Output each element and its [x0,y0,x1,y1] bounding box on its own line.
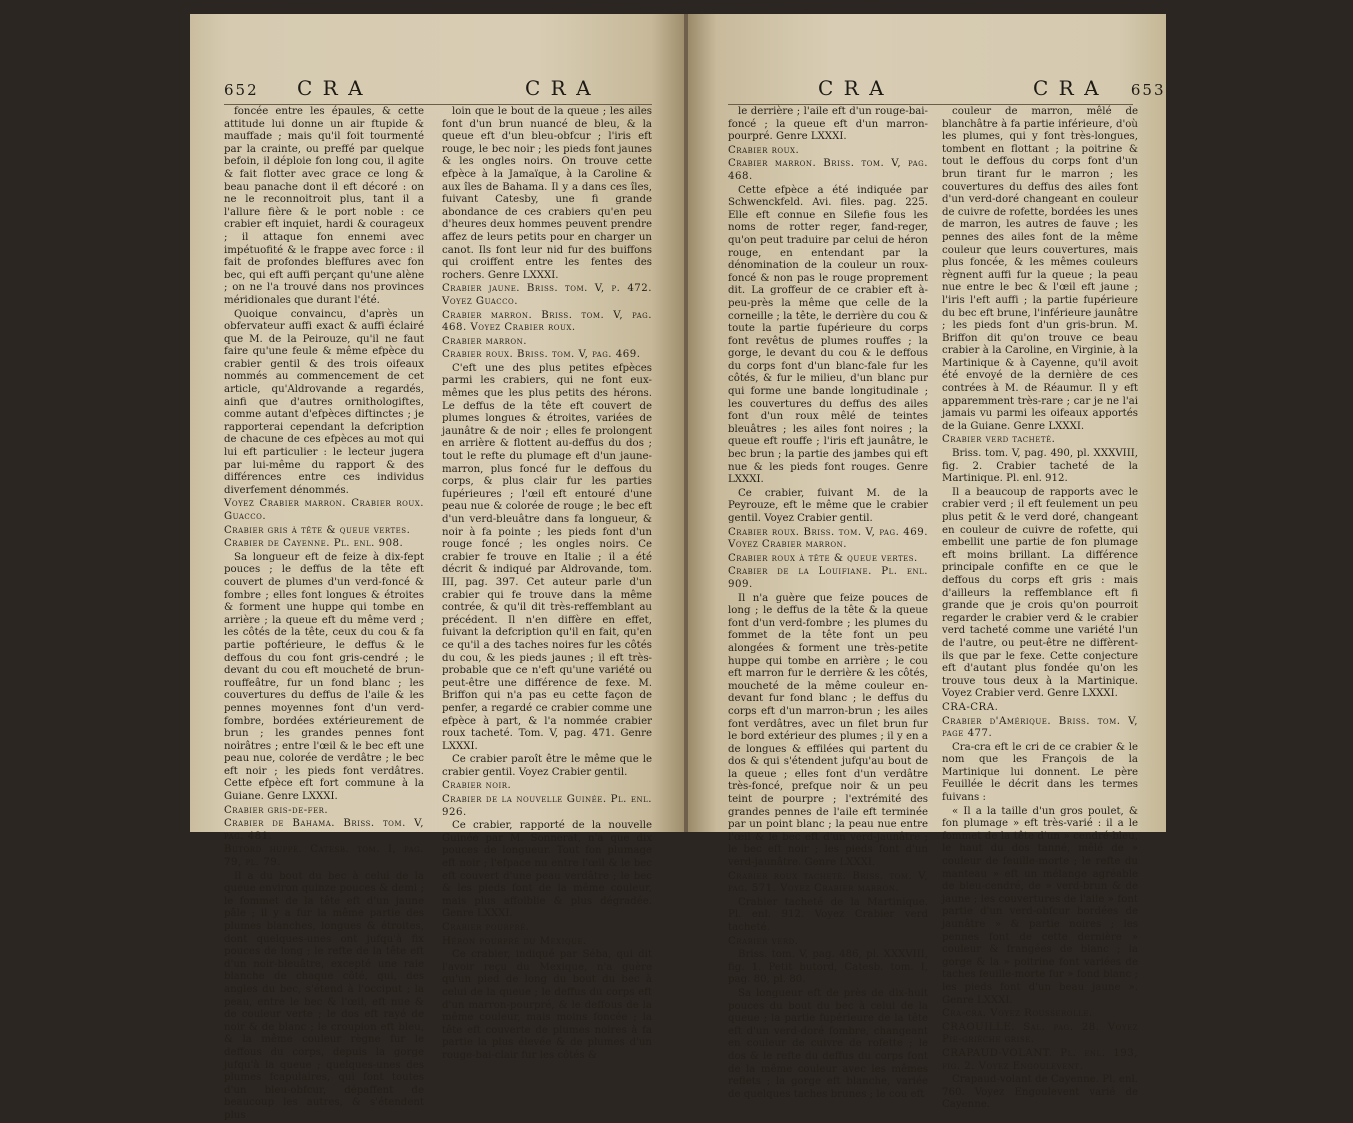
page-number: 652 [224,81,259,99]
paragraph: Sa longueur eft de près de dix-huit pouces du bout du bec à celui de la queue ; la partie fupérieure de la tête eft d'un verd-doré fombre, changeant en couleur de cuivre de rofette ; le dos & le refte du deffus du corps font de la même couleur avec les mêmes reflets ; la gorge eft blanche, variée de quelques taches brunes ; le cou eft [728,987,928,1100]
paragraph: Briss. tom. V, pag. 490, pl. XXXVIII, fig. 2. Crabier tacheté de la Martinique. Pl. enl. 912. [942,448,1138,485]
paragraph: Cra-cra eft le cri de ce crabier & le nom que les François de la Martinique lui donnent. Le père Feuillée le décrit dans les termes fuivans : [942,741,1138,804]
paragraph: le derrière ; l'aile eft d'un rouge-bai-foncé ; la queue eft d'un marron-pourpré. Genre LXXXI. [728,106,928,143]
paragraph: Crabier pourpré. [442,922,530,933]
paragraph: Crabier verd tacheté. [942,434,1056,446]
paragraph: Crabier de la Louifiane. Pl. enl. 909. [728,566,928,590]
paragraph: Crabier gris-de-fer. [224,804,329,816]
paragraph: Crabier de Bahama. Briss. tom. V, pag. 481. [224,818,424,842]
paragraph: Crabier marron. [442,335,528,347]
paragraph: Crabier roux. Briss. tom. V, pag. 469. [442,349,641,361]
paragraph: Briss. tom. V, pag. 486, pl. XXXVIII, fig. 1. Petit butord, Catesb. tom. I, pag. 80, pl. 80. [728,949,928,986]
paragraph: Crapaud-volant de Cayenne. Pl. enl. 760. Voyez Engoulevent varié de Cayenne. [942,1074,1138,1111]
paragraph: Crabier roux. [728,144,800,156]
text-column-1 [224,106,424,1121]
header-rule [224,104,652,105]
paragraph: Butord huppé. Catesb. tom. I, pag. 79, pl. 79. [224,844,424,869]
paragraph: CRA-CRA. [942,701,999,713]
paragraph: Voyez Crabier marron. Crabier roux. Guacco. [224,498,424,522]
paragraph: Il n'a guère que feize pouces de long ; le deffus de la tête & la queue font d'un verd-fombre ; les plumes du fommet de la tête font un peu alongées & forment une très-petite huppe qui tombe en arrière ; le cou eft marron fur le derrière & les côtés, moucheté de la même couleur en-devant fur fond blanc ; le deffus du corps eft d'un marron-brun ; les ailes font verdâtres, avec un filet brun fur le bord extérieur des plumes ; il y en a de longues & effilées qui partent du dos & qui s'étendent jufqu'au bout de la queue ; elles font d'un verdâtre très-foncé, prefque noir & un peu teint de pourpre ; l'extrémité des grandes pennes de l'aile eft terminée par un point blanc ; la peau nue entre l'œil & le bec eft d'un verd-jaunâtre ; le bec eft noir ; les pieds font d'un verd-jaunâtre. Genre LXXXI. [728,592,928,869]
paragraph: couleur de marron, mêlé de blanchâtre à fa partie inférieure, d'où les plumes, qui y font très-longues, tombent en flottant ; la poitrine & tout le deffous du corps font d'un brun tirant fur le marron ; les couvertures du deffus des ailes font d'un verd-doré changeant en couleur de cuivre de rofette, bordées les unes de marron, les autres de fauve ; les pennes des ailes font de la même couleur que leurs couvertures, mais plus foncée, & les mêmes couleurs règnent auffi fur la queue ; la peau nue entre le bec & l'œil eft jaune ; l'iris l'eft auffi ; la partie fupérieure du bec eft brune, l'inférieure jaunâtre ; les pieds font d'un gris-brun. M. Briffon dit qu'on trouve ce beau crabier à la Caroline, en Virginie, à la Martinique & à Cayenne, qu'il avoit été envoyé de la dernière de ces contrées à M. de Réaumur. Il y eft apparemment très-rare ; car je ne l'ai jamais vu parmi les oifeaux apportés de la Guiane. Genre LXXXI. [942,106,1138,432]
paragraph: Sa longueur eft de feize à dix-fept pouces ; le deffus de la tête eft couvert de plumes d'un verd-foncé & fombre ; elles font longues & étroites & forment une huppe qui tombe en arrière ; la queue eft du même verd ; les côtés de la tête, ceux du cou & fa partie poftérieure, le deffus & le deffous du cou font gris-cendré ; le devant du cou eft moucheté de brun-rouffeâtre, fur un fond blanc ; les couvertures du deffus de l'aile & les pennes moyennes font d'un verd-fombre, bordées extérieurement de brun ; les grandes pennes font noirâtres ; entre l'œil & le bec eft une peau nue, colorée de verdâtre ; le bec eft noir ; les pieds font verdâtres. Cette efpèce eft fort commune à la Guiane. Genre LXXXI. [224,551,424,803]
paragraph: Ce crabier, indiqué par Séba, qui dit l'avoir reçu du Mexique, n'a guère qu'un pied de long du bout du bec à celui de la queue ; le deffus du corps eft d'un marron-pourpré, & le deffous de la même couleur, mais moins foncée ; la tête eft couverte de plumes noires à fa partie la plus élevée & de plumes d'un rouge-bai-clair fur les côtés & [442,949,652,1061]
header-rule [728,104,1133,105]
paragraph: loin que le bout de la queue ; les ailes font d'un brun nuancé de bleu, & la queue eft d'un bleu-obfcur ; l'iris eft rouge, le bec noir ; les pieds font jaunes & les ongles noirs. On trouve cette efpèce à la Jamaïque, à la Caroline & aux îles de Bahama. Il y a dans ces îles, fuivant Catesby, une fi grande abondance de ces crabiers qu'en peu d'heures deux hommes peuvent prendre affez de leurs petits pour en charger un canot. Ils font leur nid fur des buiffons qui croiffent entre les fentes des rochers. Genre LXXXI. [442,106,652,281]
paragraph: CRAOUILLE. Sal. pag. 28. Voyez Pie-grièche grise. [942,1021,1138,1046]
paragraph: Quoique convaincu, d'après un obfervateur auffi exact & auffi éclairé que M. de la Peirouze, qu'il ne faut faire qu'une feule & même efpèce du crabier gentil & des trois oifeaux nommés au commencement de cet article, qu'Aldrovande a regardés, ainfi que d'autres ornithologiftes, comme autant d'efpèces diftinctes ; je rapporterai cependant la defcription de chacune de ces efpèces au mot qui lui eft particulier : le lecteur jugera par lui-même du rapport & des différences entre ces individus diverfement dénommés. [224,308,424,496]
paragraph: Il a beaucoup de rapports avec le crabier verd ; il eft feulement un peu plus petit & le verd doré, changeant en couleur de cuivre de rofette, qui embellit une partie de fon plumage eft moins brillant. La différence principale confifte en ce que le deffous du corps eft gris : mais d'ailleurs la reffemblance eft fi grande que je crois qu'on pourroit regarder le crabier verd & le crabier verd tacheté comme une variété l'un de l'autre, ou peut-être ne diffèrent-ils que par le fexe. Cette conjecture eft d'autant plus fondée qu'on les trouve tous deux à la Martinique. Voyez Crabier verd. Genre LXXXI. [942,486,1138,700]
right-page-header [1033,76,1166,102]
paragraph: Ce crabier, rapporté de la nouvelle Guinée par M. Sonnerat, n'a que dix pouces de longueur. Tout fon plumage eft noir ; l'efpace nu entre l'œil & le bec eft couvert d'une peau verdâtre ; le bec & les pieds font de la même couleur, mais plus affoiblie & plus dégradée. Genre LXXXI. [442,820,652,920]
paragraph: Crabier roux. Briss. tom. V, pag. 469. Voyez Crabier marron. [728,526,928,551]
left-page [190,14,686,1121]
paragraph: Crabier tacheté de la Martinique. Pl. enl. 912. Voyez Crabier verd tacheté. [728,896,928,933]
paragraph: Crabier verd. [728,935,799,947]
paragraph: « Il a la taille d'un gros poulet, & fon plumage » eft très-varié : il a le fommet de la tête d'un » cendré-bleu, le haut du dos tanné, mêlé de » couleur de feuille-morte ; le refte du manteau » eft un mélange agréable de bleu-cendré, de » verd-brun & de jaune ; les couvertures de l'aile » font partie d'un verd-obfcur bordées de jaunâtre » & partie noires ; les pennes font de cette dernière » couleur & frangées de blanc ; la gorge & la » poitrine font variées de taches feuille-morte fur » fond blanc ; les pieds font d'un beau jaune ». Genre LXXXI. [942,805,1138,1006]
paragraph: C'eft une des plus petites efpèces parmi les crabiers, qui ne font eux-mêmes que les plus petits des hérons. Le deffus de la tête eft couvert de plumes longues & étroites, variées de jaunâtre & de noir ; elles fe prolongent en arrière & flottent au-deffus du dos ; tout le refte du plumage eft d'un jaune-marron, plus foncé fur le deffous du corps, & plus clair fur les parties fupérieures ; l'œil eft entouré d'une peau nue & colorée de rouge ; le bec eft d'un verd-bleuâtre dans fa longueur, & noir à fa pointe ; les pieds font d'un rouge foncé ; les ongles noirs. Ce crabier fe trouve en Italie ; il a été décrit & indiqué par Aldrovande, tom. III, pag. 397. Cet auteur parle d'un crabier qui fe trouve dans la même contrée, & qu'il dit très-reffemblant au précédent. Il n'en diffère en effet, fuivant la defcription qu'il en fait, qu'en ce qu'il a des taches noires fur les côtés du cou, & les pieds jaunes ; il eft très-probable que ce n'eft qu'une variété ou peut-être une différence de fexe. M. Briffon qui n'a pas eu cette façon de penfer, a regardé ce crabier comme une efpèce à part, & l'a nommée crabier roux tacheté. Tom. V, pag. 471. Genre LXXXI. [442,362,652,752]
paragraph: Héron pourpré du Mexique. [442,935,587,947]
right-page [688,14,1166,1111]
paragraph: Ce crabier paroît être le même que le crabier gentil. Voyez Crabier gentil. [442,754,652,778]
paragraph: CRAPAUD-VOLANT. Pl. enl. 193, fig. 2. Voyez Engoulevent. [942,1047,1138,1072]
running-head-left: C R A [818,76,886,100]
paragraph: Crabier marron. Briss. tom. V, pag. 468. Voyez Crabier roux. [442,309,652,334]
paragraph: Crabier de Cayenne. Pl. enl. 908. [224,538,404,550]
text-column-2 [942,106,1138,1111]
paragraph: Ce crabier, fuivant M. de la Peyrouze, eft le même que le crabier gentil. Voyez Crabier gentil. [728,487,928,524]
paragraph: foncée entre les épaules, & cette attitude lui donne un air ftupide & mauffade ; mais qu'il foit tourmenté par la crainte, ou preffé par quelque befoin, il déploie fon long cou, il agite & fait flotter avec grace ce long & beau panache dont il eft décoré : on ne le reconnoitroit plus, tant il a l'allure fière & le port noble : ce crabier eft inquiet, hardi & courageux ; il attaque fon ennemi avec impétuofité & le frappe avec force : il fait de profondes bleffures avec fon bec, qui eft auffi perçant qu'une alène ; on ne l'a trouvé dans nos provinces méridionales que durant l'été. [224,106,424,306]
paragraph: Il a du bout du bec à celui de la queue environ quinze pouces & demi ; le fommet de la tête eft d'un jaune pâle ; il y a fur la même partie des plumes blanches, longues & étroites, dont quelques-unes ont jufqu'à fix pouces de long ; le refte de la tête eft d'un noir-bleuâtre, excepté une raie blanche de chaque côté, qui, des angles du bec, s'étend à l'occiput ; la peau, entre le bec & l'œil, eft nue & de couleur verte ; le dos eft rayé de noir & de blanc ; le croupion eft bleu, & la même couleur règne fur le deffous du corps, depuis la gorge jufqu'à la queue ; quelques-unes des plumes fcapulaires, qui font toutes d'un bleu-obfcur, dépaffent de beaucoup les autres, & s'étendent plus [224,870,424,1121]
paragraph: Crabier de la nouvelle Guinée. Pl. enl. 926. [442,794,652,818]
text-column-2 [442,106,652,1061]
paragraph: Crabier marron. Briss. tom. V, pag. 468. [728,158,928,182]
paragraph: Crabier gris à tête & queue vertes. [224,524,411,536]
left-page-header [224,76,365,102]
text-column-1 [728,106,928,1100]
paragraph: Crabier jaune. Briss. tom. V, p. 472. Voyez Guacco. [442,283,652,307]
running-head: C R A [1033,76,1101,100]
running-head-right: C R A [525,76,593,100]
paragraph: Crabier noir. [442,780,512,792]
paragraph: Cette efpèce a été indiquée par Schwenckfeld. Avi. files. pag. 225. Elle eft connue en Silefie fous les noms de rotter reger, fand-reger, qu'on peut traduire par celui de héron rouge, en entendant par la dénomination de la couleur un roux-foncé & non pas le rouge proprement dit. La groffeur de ce crabier eft à-peu-près la même que celle de la corneille ; la tête, le derrière du cou & toute la partie fupérieure du corps font revêtus de plumes rouffes ; la gorge, le devant du cou & le deffous du corps font d'un blanc-fale fur les côtés, & fur le milieu, d'un blanc pur qui forme une bande longitudinale ; les couvertures du deffus des ailes font d'un roux mêlé de teintes bleuâtres ; les ailes font noires ; la queue eft rouffe ; l'iris eft jaunâtre, le bec brun ; la partie des jambes qui eft nue & les pieds font rouges. Genre LXXXI. [728,184,928,486]
paragraph: Crabier d'Amérique. Briss. tom. V, page 477. [942,715,1138,740]
page-number: 653 [1130,81,1166,99]
paragraph: Crabier roux tacheté. Briss. tom. V, pag. 571. Voyez Crabier marron. [728,870,928,895]
paragraph: Crabier roux à tête & queue vertes. [728,552,918,564]
paragraph: Cra-cra. Voyez Rousserolle. [942,1008,1093,1020]
running-head: C R A [297,76,365,100]
